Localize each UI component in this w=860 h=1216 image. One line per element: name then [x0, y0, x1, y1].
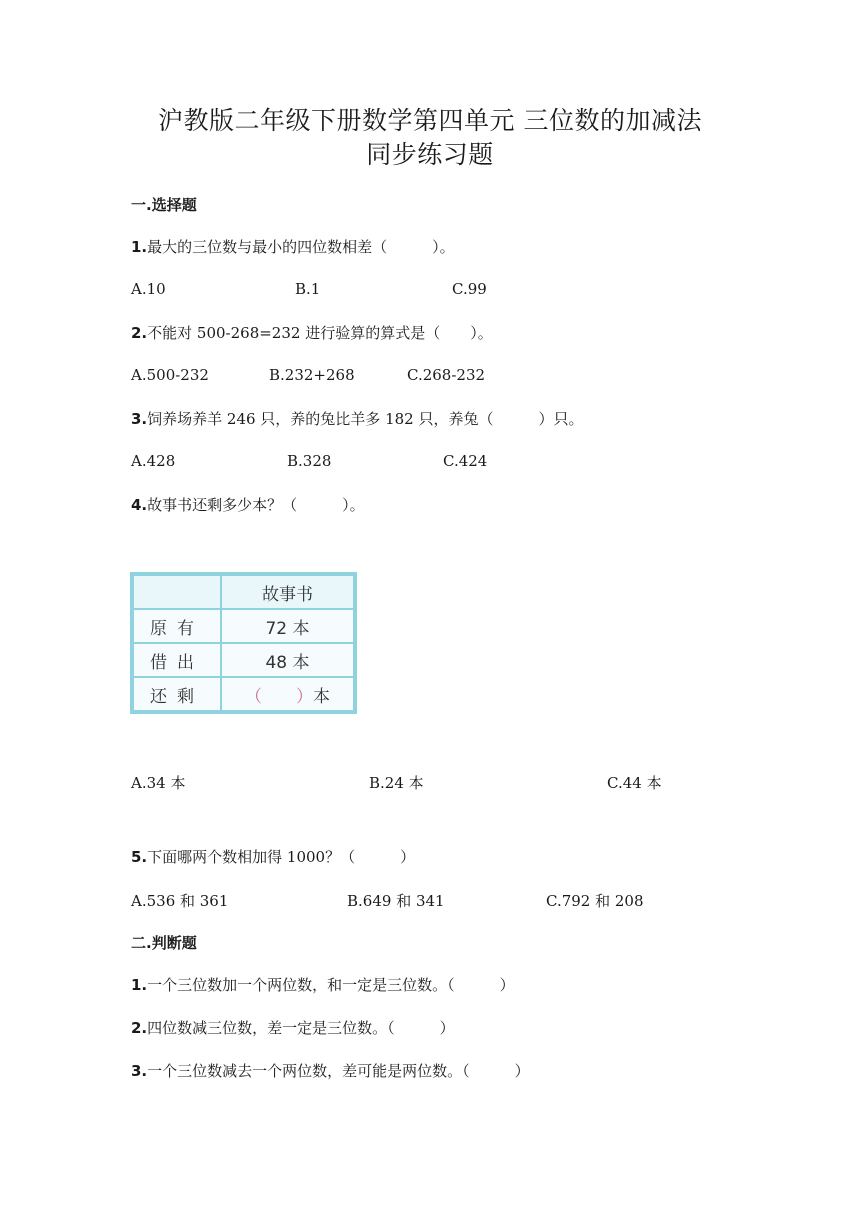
question-number: 3.	[131, 1062, 148, 1080]
option-c: C.792 和 208	[546, 892, 644, 910]
question-3	[131, 408, 583, 429]
question-text: 饲养场养羊 246 只，养的兔比羊多 182 只，养兔（ ）只。	[147, 410, 584, 428]
section-heading-judgment: 二.判断题	[131, 934, 197, 952]
row-value-borrowed: 48 本	[221, 643, 354, 677]
option-a: A.34 本	[131, 774, 186, 792]
row-value-original: 72 本	[221, 609, 354, 643]
page-subtitle: 同步练习题	[366, 140, 494, 169]
question-4	[131, 494, 365, 515]
section-heading-choice: 一.选择题	[131, 196, 197, 214]
question-number: 5.	[131, 848, 148, 866]
row-value-remaining	[221, 677, 354, 711]
option-a: A.536 和 361	[131, 892, 229, 910]
table-header: 故事书	[221, 575, 354, 609]
option-b: B.232+268	[269, 366, 355, 384]
page-title: 沪教版二年级下册数学第四单元 三位数的加减法	[158, 106, 702, 135]
question-2	[131, 322, 493, 343]
option-c: C.44 本	[607, 774, 662, 792]
option-c: C.424	[443, 452, 488, 470]
judgment-2	[131, 1017, 455, 1038]
question-number: 2.	[131, 1019, 148, 1037]
question-text: 故事书还剩多少本？（ ）。	[147, 496, 365, 514]
question-number: 2.	[131, 324, 148, 342]
option-c: C.99	[452, 280, 487, 298]
row-label-original: 原有	[133, 609, 221, 643]
option-a: A.428	[131, 452, 176, 470]
question-text: 四位数减三位数，差一定是三位数。（ ）	[147, 1019, 455, 1037]
question-number: 4.	[131, 496, 148, 514]
question-1	[131, 236, 455, 257]
question-text: 一个三位数加一个两位数，和一定是三位数。（ ）	[147, 976, 515, 994]
question-text: 最大的三位数与最小的四位数相差（ ）。	[147, 238, 455, 256]
judgment-1	[131, 974, 515, 995]
question-text: 下面哪两个数相加得 1000？（ ）	[147, 848, 416, 866]
question-text: 一个三位数减去一个两位数，差可能是两位数。（ ）	[147, 1062, 530, 1080]
row-label-remaining: 还剩	[133, 677, 221, 711]
option-b: B.24 本	[369, 774, 424, 792]
option-b: B.1	[295, 280, 321, 298]
option-b: B.649 和 341	[347, 892, 445, 910]
question-number: 1.	[131, 976, 148, 994]
unit-label: 本	[313, 686, 330, 707]
question-number: 3.	[131, 410, 148, 428]
option-b: B.328	[287, 452, 332, 470]
storybook-table	[130, 572, 357, 714]
question-5	[131, 846, 415, 867]
judgment-3	[131, 1060, 530, 1081]
table-header-empty	[133, 575, 221, 609]
row-label-borrowed: 借出	[133, 643, 221, 677]
question-number: 1.	[131, 238, 148, 256]
option-a: A.500-232	[131, 366, 209, 384]
option-a: A.10	[131, 280, 166, 298]
option-c: C.268-232	[407, 366, 486, 384]
answer-blank: （ ）	[245, 686, 313, 707]
question-text: 不能对 500-268=232 进行验算的算式是（ ）。	[147, 324, 493, 342]
